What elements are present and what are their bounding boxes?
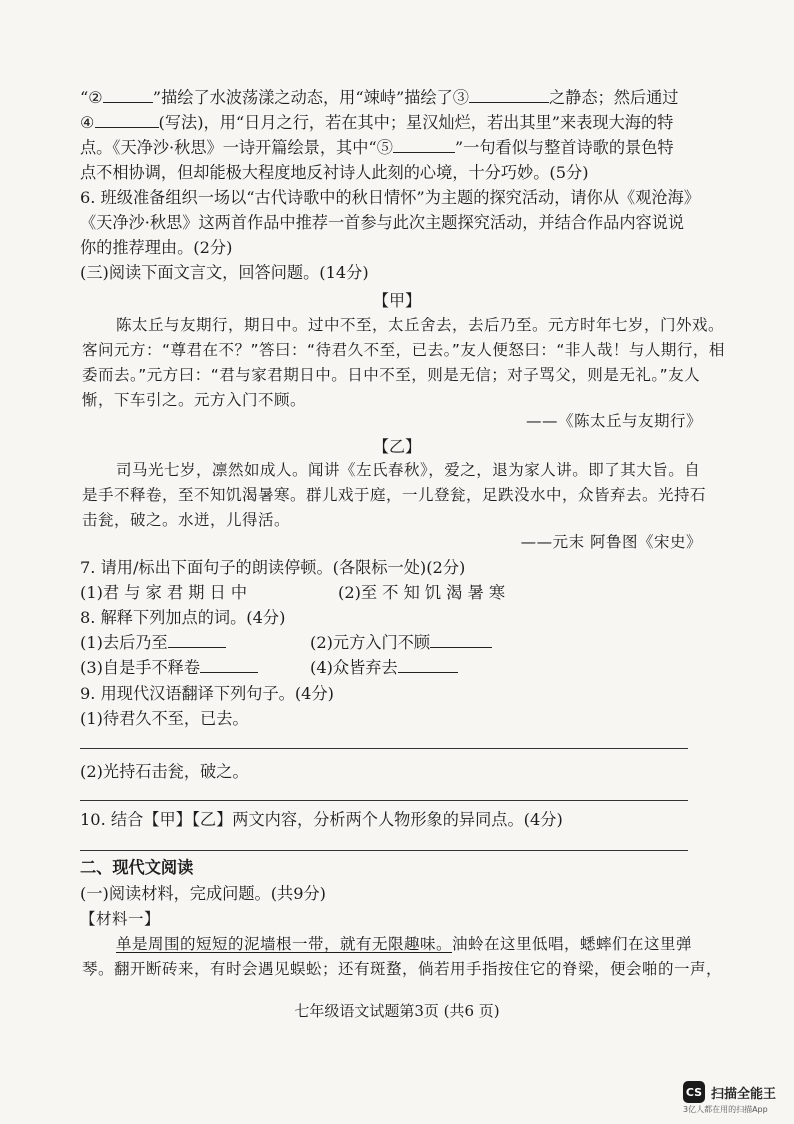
question-8: 8. 解释下列加点的词。(4分) [80,608,286,627]
answer-8-1[interactable] [168,631,226,648]
passage-yi-line-1: 司马光七岁，凛然如成人。闻讲《左氏春秋》，爱之，退为家人讲。即了其大旨。自 [116,461,701,479]
passage-jia-source: ——《陈太丘与友期行》 [525,412,702,430]
section-modern-reading: 二、现代文阅读 [80,858,194,877]
material-1-title: 【材料一】 [80,910,161,928]
material-1-line-1: 单是周围的短短的泥墙根一带，就有无限趣味。油蛉在这里低唱，蟋蟀们在这里弹 [116,935,693,953]
answer-8-4[interactable] [398,656,458,673]
scanner-watermark [683,1081,776,1103]
q5-line-3: 点。《天净沙·秋思》一诗开篇绘景，其中“⑤ ”一句看似与整首诗歌的景色特 [80,138,674,157]
passage-yi-line-2: 是手不释卷，至不知饥渴暑寒。群儿戏于庭，一儿登瓮，足跌没水中，众皆弃去。光持石 [82,486,707,504]
question-7-1: (1)君 与 家 君 期 日 中 [80,583,248,602]
section-3-heading: (三)阅读下面文言文，回答问题。(14分) [80,263,369,282]
passage-yi-source: ——元末 阿鲁图《宋史》 [520,533,702,551]
cs-logo-icon: CS [683,1081,705,1103]
question-7: 7. 请用/标出下面句子的朗读停顿。(各限标一处)(2分) [80,558,466,577]
question-7-2: (2)至 不 知 饥 渴 暑 寒 [338,583,506,602]
question-8-2: (2)元方入门不顾 [310,631,492,655]
answer-line-10[interactable] [80,850,688,851]
passage-yi-title: 【乙】 [372,437,421,456]
underlined-sentence: 单是周围的短短的泥墙根一带，就有无限趣味。 [116,935,453,953]
question-8-4: (4)众皆弃去 [310,656,458,680]
question-9-1: (1)待君久不至，已去。 [80,709,249,728]
question-6-line-2: 《天净沙·秋思》这两首作品中推荐一首参与此次主题探究活动，并结合作品内容说说 [80,213,685,232]
question-6: 6. 班级准备组织一场以“古代诗歌中的秋日情怀”为主题的探究活动，请你从《观沧海》 [80,188,700,207]
blank-5[interactable] [393,136,455,153]
passage-jia-line-4: 惭，下车引之。元方入门不顾。 [82,391,307,409]
watermark-name: 扫描全能王 [711,1086,777,1102]
answer-line-9-2[interactable] [80,800,688,801]
question-9: 9. 用现代汉语翻译下列句子。(4分) [80,684,334,703]
question-6-line-3: 你的推荐理由。(2分) [80,238,233,257]
material-1-line-2: 琴。翻开断砖来，有时会遇见蜈蚣；还有斑蝥，倘若用手指按住它的脊梁，便会啪的一声， [82,960,723,978]
passage-jia-line-2: 客问元方：“尊君在不？”答曰：“待君久不至，已去。”友人便怒曰：“非人哉！与人期行，相 [82,341,725,359]
passage-jia-title: 【甲】 [372,291,421,310]
section-modern-reading-part-1: (一)阅读材料，完成问题。(共9分) [80,884,326,903]
question-9-2: (2)光持石击瓮，破之。 [80,762,249,781]
answer-8-2[interactable] [430,631,492,648]
passage-jia-line-1: 陈太丘与友期行，期日中。过中不至，太丘舍去，去后乃至。元方时年七岁，门外戏。 [116,316,725,334]
question-10: 10. 结合【甲】【乙】两文内容，分析两个人物形象的异同点。(4分) [80,810,563,829]
q5-line-2: ④ (写法)，用“日月之行，若在其中；星汉灿烂，若出其里”来表现大海的特 [80,113,674,132]
answer-8-3[interactable] [200,656,258,673]
question-8-3: (3)自是手不释卷 [80,656,258,680]
blank-4[interactable] [95,111,159,128]
question-8-1: (1)去后乃至 [80,631,226,655]
passage-yi-line-3: 击瓮，破之。水迸，儿得活。 [82,511,291,529]
watermark-sub: 3亿人都在用的扫描App [683,1105,768,1114]
passage-jia-line-3: 委而去。”元方曰：“君与家君期日中。日中不至，则是无信；对子骂父，则是无礼。”友人 [82,366,701,384]
blank-2[interactable] [103,86,153,103]
q5-line-4: 点不相协调，但却能极大程度地反衬诗人此刻的心境，十分巧妙。(5分) [80,163,589,182]
blank-3[interactable] [469,86,549,103]
q5-line-1: “② ”描绘了水波荡漾之动态，用“竦峙”描绘了③ 之静态；然后通过 [80,88,679,107]
answer-line-9-1[interactable] [80,748,688,749]
page-footer: 七年级语文试题第3页 (共6 页) [294,1002,500,1020]
